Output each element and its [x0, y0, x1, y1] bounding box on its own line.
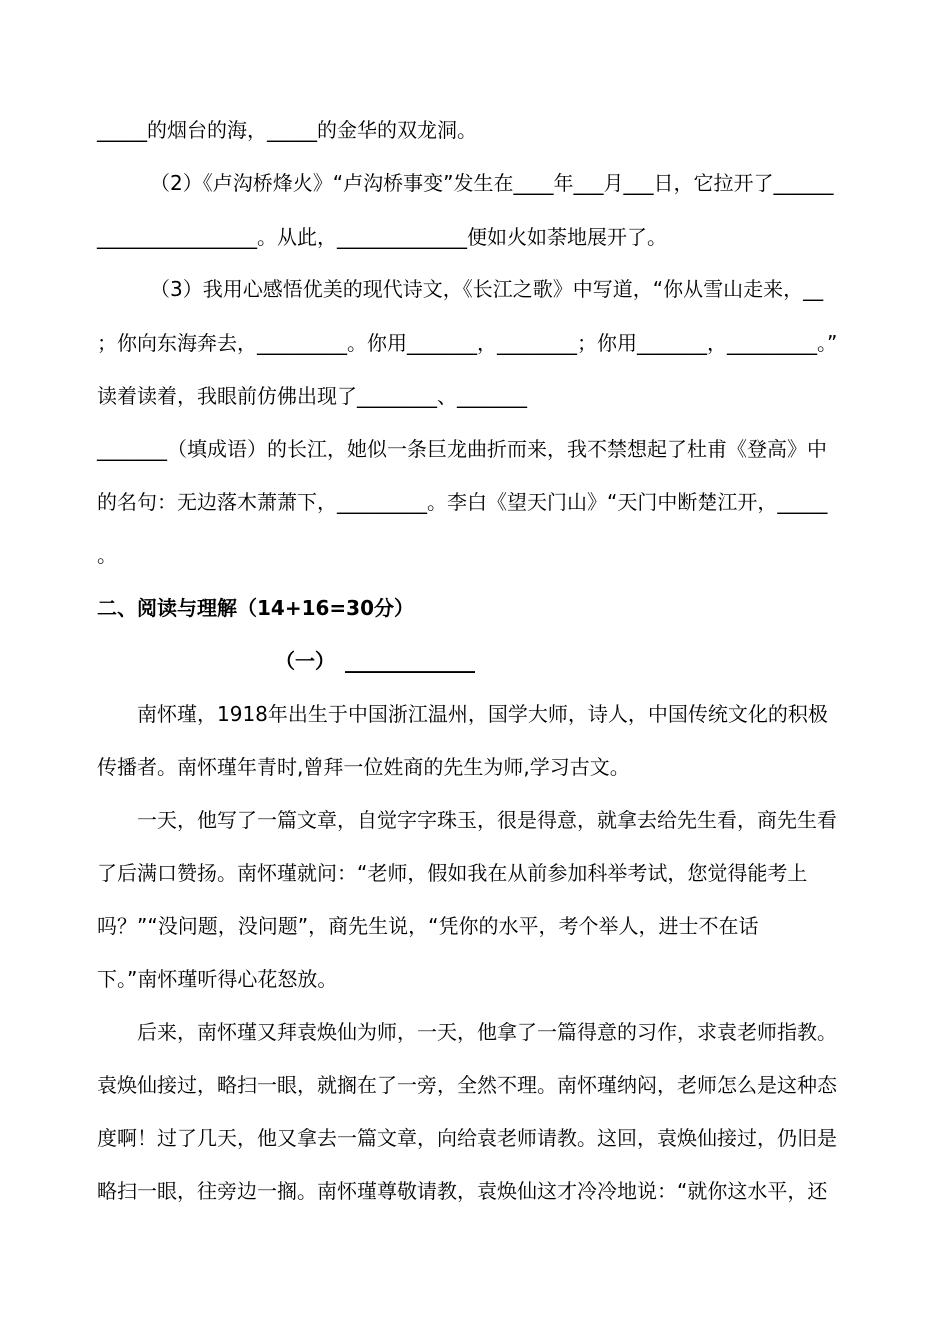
passage-paragraph-3-line-2: 袁焕仙接过，略扫一眼，就搁在了一旁，全然不理。南怀瑾纳闷，老师怎么是这种态 — [97, 1073, 837, 1097]
question-3-line-4: _______（填成语）的长江，她似一条巨龙曲折而来，我不禁想起了杜甫《登高》中 — [97, 437, 827, 461]
passage-paragraph-1-line-1: 南怀瑾，1918年出生于中国浙江温州，国学大师，诗人，中国传统文化的积极 — [137, 702, 828, 726]
passage-paragraph-3-line-1: 后来，南怀瑾又拜袁焕仙为师，一天，他拿了一篇得意的习作，求袁老师指教。 — [137, 1020, 837, 1044]
question-3-line-2: ；你向东海奔去，_________。你用_______，________；你用_______，_________。” — [97, 331, 838, 355]
passage-1-title: （一） _____________ — [275, 649, 475, 673]
question-2-line-2: ________________。从此，_____________便如火如荼地展开了。 — [97, 225, 667, 249]
section-heading: 二、阅读与理解（14+16=30分） — [97, 596, 415, 620]
passage-paragraph-3-line-3: 度啊！过了几天，他又拿去一篇文章，向给袁老师请教。这回，袁焕仙接过，仍旧是 — [97, 1126, 837, 1150]
question-3-line-5: 的名句：无边落木萧萧下，_________。李白《望天门山》“天门中断楚江开，_____ — [97, 490, 828, 514]
fill-blank-line-1: _____的烟台的海，_____的金华的双龙洞。 — [97, 118, 477, 142]
passage-paragraph-2-line-3: 吗？”“没问题，没问题”，商先生说，“凭你的水平，考个举人，进士不在话 — [97, 914, 759, 938]
question-3-line-6: 。 — [97, 543, 117, 567]
passage-paragraph-2-line-1: 一天，他写了一篇文章，自觉字字珠玉，很是得意，就拿去给先生看，商先生看 — [137, 808, 837, 832]
question-2-line-1: （2）《卢沟桥烽火》“卢沟桥事变”发生在____年___月___日，它拉开了______ — [150, 171, 834, 195]
passage-paragraph-2-line-4: 下。”南怀瑾听得心花怒放。 — [97, 967, 338, 991]
passage-paragraph-3-line-4: 略扫一眼，往旁边一搁。南怀瑾尊敬请教，袁焕仙这才冷冷地说：“就你这水平，还 — [97, 1179, 828, 1203]
passage-paragraph-1-line-2: 传播者。南怀瑾年青时,曾拜一位姓商的先生为师,学习古文。 — [97, 755, 630, 779]
question-3-line-3: 读着读着，我眼前仿佛出现了________、_______ — [97, 384, 527, 408]
passage-paragraph-2-line-2: 了后满口赞扬。南怀瑾就问：“老师，假如我在从前参加科举考试，您觉得能考上 — [97, 861, 808, 885]
question-3-line-1: （3）我用心感悟优美的现代诗文，《长江之歌》中写道，“你从雪山走来，__ — [150, 277, 824, 301]
